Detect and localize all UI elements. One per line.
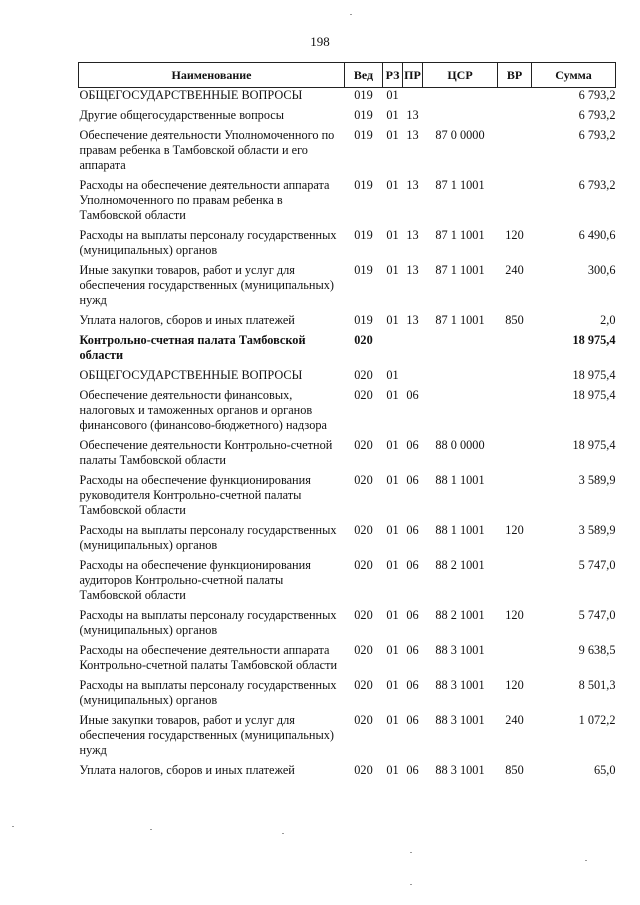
- cell-vr: [498, 368, 532, 388]
- cell-ved: 019: [354, 108, 373, 122]
- cell-ved: 019: [354, 313, 373, 327]
- cell-rz: 01: [386, 558, 399, 572]
- cell-vr: [498, 128, 532, 178]
- cell-sum: 3 589,9: [578, 473, 616, 487]
- cell-ved: 020: [354, 558, 373, 572]
- cell-rz: 01: [386, 678, 399, 692]
- cell-pr: 06: [406, 523, 419, 537]
- table-row: [79, 228, 616, 263]
- header-ved: Вед: [345, 63, 383, 88]
- scan-speck: [410, 884, 412, 885]
- cell-vr: [498, 88, 532, 109]
- cell-csr: 87 1 1001: [435, 228, 485, 242]
- cell-csr: 88 3 1001: [435, 678, 485, 692]
- cell-vr: 850: [505, 763, 524, 777]
- budget-table: [78, 62, 616, 783]
- cell-pr: 06: [406, 643, 419, 657]
- cell-ved: 020: [354, 643, 373, 657]
- cell-sum: 300,6: [587, 263, 616, 277]
- cell-ved: 020: [354, 523, 373, 537]
- cell-csr: 87 1 1001: [435, 178, 485, 192]
- cell-pr: [403, 368, 423, 388]
- cell-name: Расходы на выплаты персоналу государственных (муниципальных) органов: [79, 523, 337, 552]
- cell-csr: [423, 88, 498, 109]
- cell-ved: 020: [354, 608, 373, 622]
- cell-csr: [423, 108, 498, 128]
- cell-rz: 01: [386, 313, 399, 327]
- cell-csr: 87 1 1001: [435, 313, 485, 327]
- cell-sum: 5 747,0: [578, 558, 616, 572]
- cell-vr: [498, 178, 532, 228]
- cell-pr: 06: [406, 473, 419, 487]
- cell-rz: 01: [386, 263, 399, 277]
- cell-sum: 6 793,2: [578, 108, 616, 122]
- cell-pr: 13: [406, 313, 419, 327]
- cell-sum: 6 793,2: [578, 88, 616, 102]
- cell-name: Расходы на выплаты персоналу государственных (муниципальных) органов: [79, 228, 337, 257]
- cell-rz: 01: [386, 388, 399, 402]
- cell-sum: 6 490,6: [578, 228, 616, 242]
- cell-name: Уплата налогов, сборов и иных платежей: [79, 763, 295, 777]
- cell-name: Иные закупки товаров, работ и услуг для обеспечения государственных (муниципальных) нужд: [79, 713, 334, 757]
- table-body: [79, 88, 616, 784]
- cell-rz: 01: [386, 88, 399, 102]
- table-row: [79, 388, 616, 438]
- cell-vr: [498, 108, 532, 128]
- cell-pr: 13: [406, 128, 419, 142]
- cell-name: Обеспечение деятельности Контрольно-счетной палаты Тамбовской области: [79, 438, 333, 467]
- cell-pr: 13: [406, 108, 419, 122]
- cell-ved: 019: [354, 263, 373, 277]
- cell-ved: 020: [354, 438, 373, 452]
- page-number: 198: [310, 34, 330, 49]
- cell-pr: 13: [406, 228, 419, 242]
- cell-vr: [498, 333, 532, 368]
- cell-csr: 88 1 1001: [435, 523, 485, 537]
- cell-sum: 2,0: [600, 313, 616, 327]
- cell-vr: 120: [505, 228, 524, 242]
- cell-rz: 01: [386, 438, 399, 452]
- header-pr: ПР: [403, 63, 423, 88]
- table-row: [79, 643, 616, 678]
- cell-sum: 65,0: [593, 763, 616, 777]
- cell-vr: [498, 643, 532, 678]
- cell-ved: 019: [354, 178, 373, 192]
- cell-vr: 120: [505, 678, 524, 692]
- cell-name: Расходы на обеспечение функционирования руководителя Контрольно-счетной палаты Тамбовской области: [79, 473, 311, 517]
- cell-rz: 01: [386, 473, 399, 487]
- cell-sum: 18 975,4: [572, 438, 616, 452]
- cell-ved: 020: [354, 388, 373, 402]
- cell-name: Обеспечение деятельности Уполномоченного по правам ребенка в Тамбовской области и его аппарата: [79, 128, 335, 172]
- cell-vr: 240: [505, 263, 524, 277]
- cell-ved: 020: [354, 473, 373, 487]
- table-row: [79, 333, 616, 368]
- table-row: [79, 763, 616, 783]
- cell-sum: 18 975,4: [572, 368, 616, 382]
- cell-ved: 019: [354, 88, 373, 102]
- cell-pr: 13: [406, 178, 419, 192]
- scan-speck: [150, 829, 152, 830]
- cell-csr: [423, 388, 498, 438]
- scan-speck: [350, 14, 352, 15]
- cell-sum: 1 072,2: [578, 713, 616, 727]
- cell-sum: 6 793,2: [578, 128, 616, 142]
- cell-rz: [383, 333, 403, 368]
- cell-ved: 019: [354, 228, 373, 242]
- cell-pr: 06: [406, 713, 419, 727]
- cell-sum: 5 747,0: [578, 608, 616, 622]
- cell-pr: 13: [406, 263, 419, 277]
- cell-csr: 88 3 1001: [435, 763, 485, 777]
- cell-csr: 88 3 1001: [435, 643, 485, 657]
- scan-speck: [410, 852, 412, 853]
- cell-rz: 01: [386, 178, 399, 192]
- table-header-row: [79, 63, 616, 88]
- header-name: Наименование: [79, 63, 345, 88]
- table-row: [79, 88, 616, 109]
- cell-pr: 06: [406, 558, 419, 572]
- cell-name: ОБЩЕГОСУДАРСТВЕННЫЕ ВОПРОСЫ: [79, 368, 303, 382]
- cell-rz: 01: [386, 228, 399, 242]
- header-csr: ЦСР: [423, 63, 498, 88]
- cell-csr: 88 2 1001: [435, 558, 485, 572]
- cell-csr: 88 0 0000: [435, 438, 485, 452]
- cell-ved: 020: [354, 713, 373, 727]
- cell-pr: [403, 333, 423, 368]
- table-row: [79, 608, 616, 643]
- cell-ved: 020: [354, 678, 373, 692]
- header-rz: РЗ: [383, 63, 403, 88]
- cell-name: ОБЩЕГОСУДАРСТВЕННЫЕ ВОПРОСЫ: [79, 88, 303, 102]
- table-row: [79, 678, 616, 713]
- cell-name: Контрольно-счетная палата Тамбовской области: [79, 333, 306, 362]
- cell-sum: 18 975,4: [572, 388, 616, 402]
- cell-vr: 850: [505, 313, 524, 327]
- scan-speck: [282, 833, 284, 834]
- cell-vr: 120: [505, 523, 524, 537]
- header-vr: ВР: [498, 63, 532, 88]
- table-row: [79, 368, 616, 388]
- table-row: [79, 178, 616, 228]
- cell-vr: [498, 438, 532, 473]
- cell-name: Расходы на обеспечение функционирования аудиторов Контрольно-счетной палаты Тамбовской области: [79, 558, 311, 602]
- cell-rz: 01: [386, 128, 399, 142]
- cell-rz: 01: [386, 713, 399, 727]
- cell-vr: [498, 558, 532, 608]
- cell-pr: 06: [406, 678, 419, 692]
- cell-csr: 87 1 1001: [435, 263, 485, 277]
- cell-sum: 9 638,5: [578, 643, 616, 657]
- cell-name: Расходы на обеспечение деятельности аппарата Уполномоченного по правам ребенка в Тамбовской области: [79, 178, 330, 222]
- cell-ved: 019: [354, 128, 373, 142]
- cell-rz: 01: [386, 608, 399, 622]
- table-row: [79, 108, 616, 128]
- scan-speck: [585, 860, 587, 861]
- cell-sum: 3 589,9: [578, 523, 616, 537]
- cell-name: Расходы на выплаты персоналу государственных (муниципальных) органов: [79, 608, 337, 637]
- cell-csr: [423, 368, 498, 388]
- cell-ved: 020: [354, 368, 373, 382]
- cell-csr: 87 0 0000: [435, 128, 485, 142]
- cell-sum: 8 501,3: [578, 678, 616, 692]
- table-row: [79, 263, 616, 313]
- cell-name: Уплата налогов, сборов и иных платежей: [79, 313, 295, 327]
- table-row: [79, 438, 616, 473]
- table-row: [79, 128, 616, 178]
- cell-ved: 020: [354, 333, 373, 347]
- cell-rz: 01: [386, 763, 399, 777]
- cell-name: Расходы на обеспечение деятельности аппарата Контрольно-счетной палаты Тамбовской области: [79, 643, 338, 672]
- cell-rz: 01: [386, 643, 399, 657]
- table-row: [79, 523, 616, 558]
- table-row: [79, 473, 616, 523]
- cell-csr: 88 3 1001: [435, 713, 485, 727]
- cell-name: Расходы на выплаты персоналу государственных (муниципальных) органов: [79, 678, 337, 707]
- cell-name: Иные закупки товаров, работ и услуг для обеспечения государственных (муниципальных) нужд: [79, 263, 334, 307]
- cell-rz: 01: [386, 368, 399, 382]
- cell-pr: 06: [406, 388, 419, 402]
- cell-sum: 6 793,2: [578, 178, 616, 192]
- header-sum: Сумма: [532, 63, 616, 88]
- table-row: [79, 713, 616, 763]
- table-row: [79, 313, 616, 333]
- cell-name: Обеспечение деятельности финансовых, налоговых и таможенных органов и органов финансового (финансово-бюджетного) надзора: [79, 388, 327, 432]
- cell-pr: 06: [406, 438, 419, 452]
- cell-vr: 240: [505, 713, 524, 727]
- cell-vr: [498, 473, 532, 523]
- cell-ved: 020: [354, 763, 373, 777]
- cell-name: Другие общегосударственные вопросы: [79, 108, 284, 122]
- cell-csr: 88 2 1001: [435, 608, 485, 622]
- cell-csr: 88 1 1001: [435, 473, 485, 487]
- cell-pr: 06: [406, 763, 419, 777]
- cell-rz: 01: [386, 108, 399, 122]
- cell-vr: 120: [505, 608, 524, 622]
- cell-vr: [498, 388, 532, 438]
- cell-csr: [423, 333, 498, 368]
- scan-speck: [12, 826, 14, 827]
- table-row: [79, 558, 616, 608]
- cell-pr: 06: [406, 608, 419, 622]
- cell-rz: 01: [386, 523, 399, 537]
- cell-sum: 18 975,4: [572, 333, 616, 347]
- cell-pr: [403, 88, 423, 109]
